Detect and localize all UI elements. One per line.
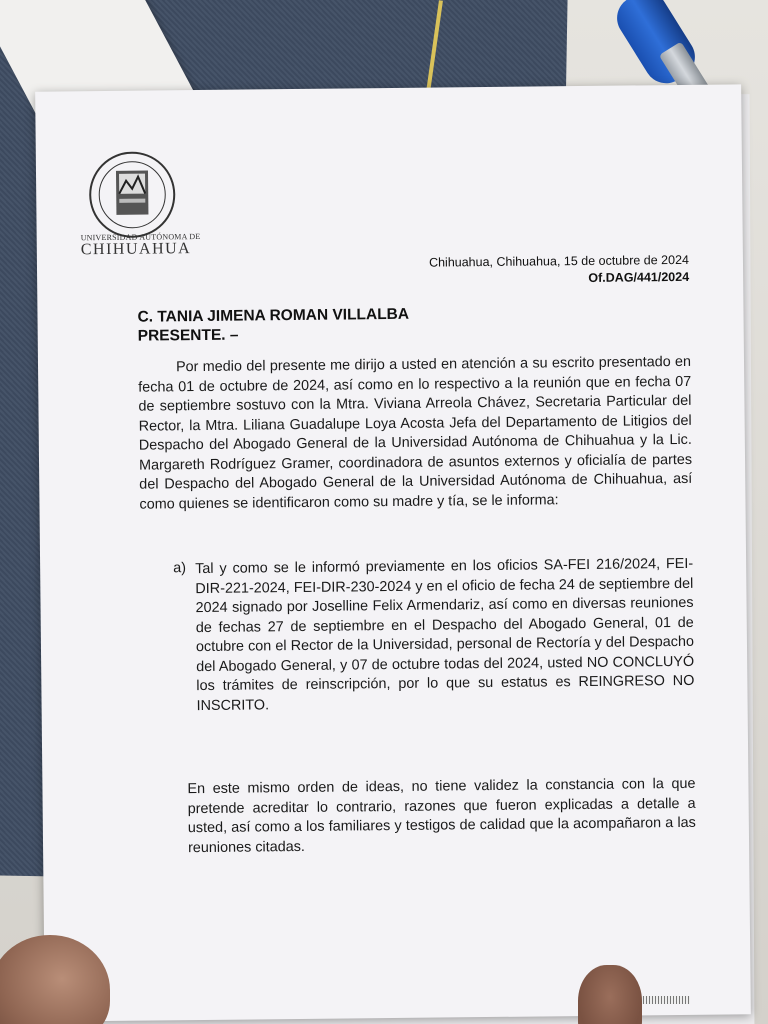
- recipient-name: C. TANIA JIMENA ROMAN VILLALBA: [137, 305, 410, 326]
- institution-line1: UNIVERSIDAD AUTÓNOMA DE: [80, 231, 201, 243]
- letter-reference: Of.DAG/441/2024: [588, 269, 690, 285]
- salutation: PRESENTE. –: [137, 326, 239, 345]
- body-paragraph-1: Por medio del presente me dirijo a usted en atención a su escrito presentado en fecha 01 de octubre de 2024, así como en lo respectivo a la reunión que en fecha 07 de septiembre sostuvo con la Mtra. Viviana Arreola Chávez, Secretaria Particular del Rector, la Mtra. Liliana Guadalupe Loya Acosta Jefa del Departamento de Litigios del Despacho del Abogado General de la Universidad Autónoma de Chihuahua y la Lic. Margareth Rodríguez Gramer, coordinadora de asuntos externos y oficialía de partes del Despacho del Abogado General de la Universidad Autónoma de Chihuahua, así como quienes se identificaron como su madre y tía, se le informa:: [138, 353, 693, 513]
- institution-line2: CHIHUAHUA: [80, 240, 192, 259]
- right-thumb: [578, 965, 642, 1024]
- body-paragraph-3: En este mismo orden de ideas, no tiene validez la constancia con la que pretende acreditar lo contrario, razones que fueron explicadas a detalle a usted, así como a los familiares y testigos de calidad que la acompañaron a las reuniones citadas.: [187, 775, 696, 856]
- university-seal-icon: [86, 148, 179, 241]
- item-a-marker: a): [173, 560, 187, 577]
- letter-sheet: [35, 84, 751, 1021]
- letter-date: Chihuahua, Chihuahua, 15 de octubre de 2024: [428, 252, 690, 270]
- body-item-a: Tal y como se le informó previamente en los oficios SA-FEI 216/2024, FEI-DIR-221-2024, FEI-DIR-230-2024 y en el oficio de fecha 24 de septiembre del 2024 signado por Joselline Felix Armendariz, así como en diversas reuniones de fechas 27 de septiembre en el Despacho del Abogado General, 01 de octubre con el Rector de la Universidad, personal de Rectoría y del Despacho del Abogado General, y 07 de octubre todas del 2024, usted NO CONCLUYÓ los trámites de reinscripción, por lo que su estatus es REINGRESO NO INSCRITO.: [195, 555, 695, 714]
